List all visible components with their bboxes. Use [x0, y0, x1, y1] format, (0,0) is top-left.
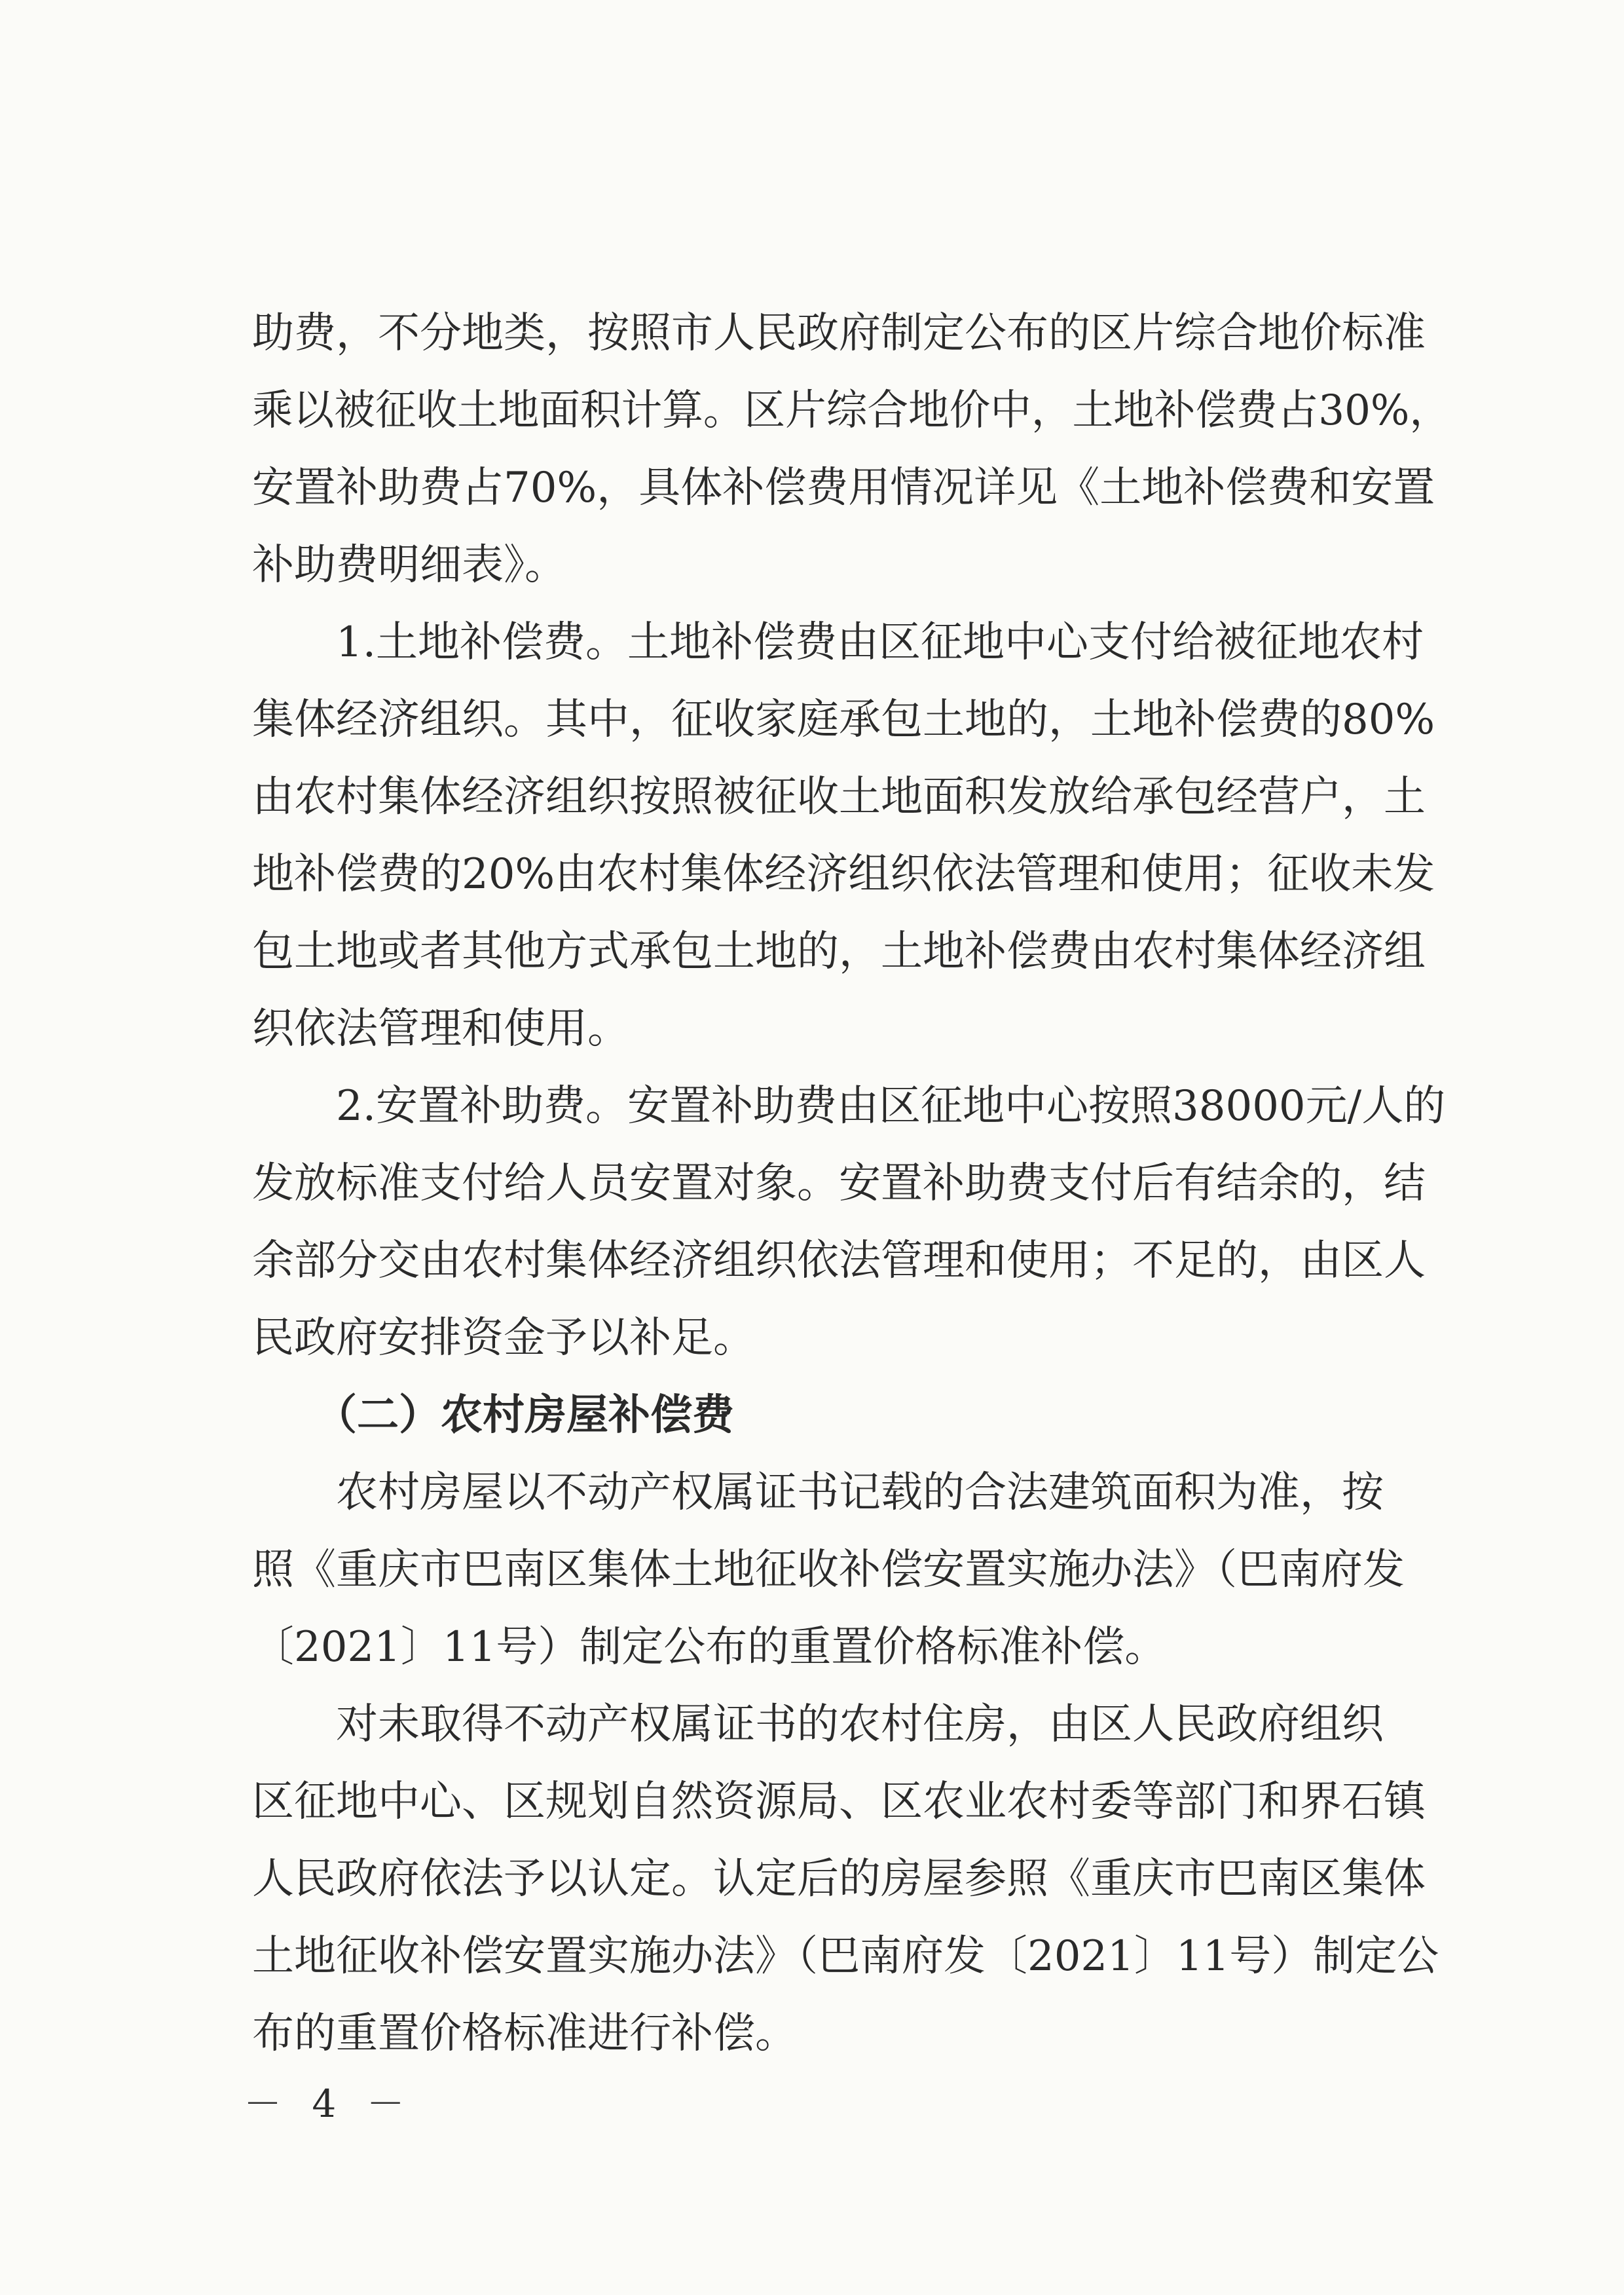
text-line: 安置补助费占70%，具体补偿费用情况详见《土地补偿费和安置: [252, 464, 1435, 512]
text-line: 对未取得不动产权属证书的农村住房，由区人民政府组织: [252, 1700, 1384, 1749]
body-text: [252, 295, 1450, 2072]
text-line: 农村房屋以不动产权属证书记载的合法建筑面积为准，按: [252, 1468, 1384, 1517]
text-line: 助费，不分地类，按照市人民政府制定公布的区片综合地价标准: [252, 309, 1426, 358]
text-line: 土地征收补偿安置实施办法》（巴南府发〔2021〕11号）制定公: [252, 1932, 1439, 1981]
text-line: 补助费明细表》。: [252, 541, 566, 589]
text-line: 集体经济组织。其中，征收家庭承包土地的，土地补偿费的80%: [252, 696, 1435, 744]
text-line: 〔2021〕11号）制定公布的重置价格标准补偿。: [252, 1623, 1167, 1671]
text-line: 由农村集体经济组织按照被征收土地面积发放给承包经营户，土: [252, 773, 1426, 821]
text-line: 地补偿费的20%由农村集体经济组织依法管理和使用；征收未发: [252, 850, 1435, 899]
text-line: 余部分交由农村集体经济组织依法管理和使用；不足的，由区人: [252, 1237, 1426, 1285]
text-line: 发放标准支付给人员安置对象。安置补助费支付后有结余的，结: [252, 1159, 1426, 1208]
text-line: 1.土地补偿费。土地补偿费由区征地中心支付给被征地农村: [252, 618, 1424, 667]
section-heading: （二）农村房屋补偿费: [252, 1391, 734, 1440]
text-line: 民政府安排资金予以补足。: [252, 1314, 755, 1362]
page-number: － 4 －: [244, 2081, 414, 2126]
text-line: 照《重庆市巴南区集体土地征收补偿安置实施办法》（巴南府发: [252, 1546, 1405, 1594]
text-line: 2.安置补助费。安置补助费由区征地中心按照38000元/人的: [252, 1082, 1446, 1130]
text-line: 人民政府依法予以认定。认定后的房屋参照《重庆市巴南区集体: [252, 1855, 1426, 1903]
text-line: 织依法管理和使用。: [252, 1005, 629, 1053]
text-line: 区征地中心、区规划自然资源局、区农业农村委等部门和界石镇: [252, 1778, 1426, 1826]
text-line: 布的重置价格标准进行补偿。: [252, 2009, 797, 2058]
text-line: 包土地或者其他方式承包土地的，土地补偿费由农村集体经济组: [252, 927, 1426, 976]
text-line: 乘以被征收土地面积计算。区片综合地价中，土地补偿费占30%，: [252, 386, 1451, 435]
